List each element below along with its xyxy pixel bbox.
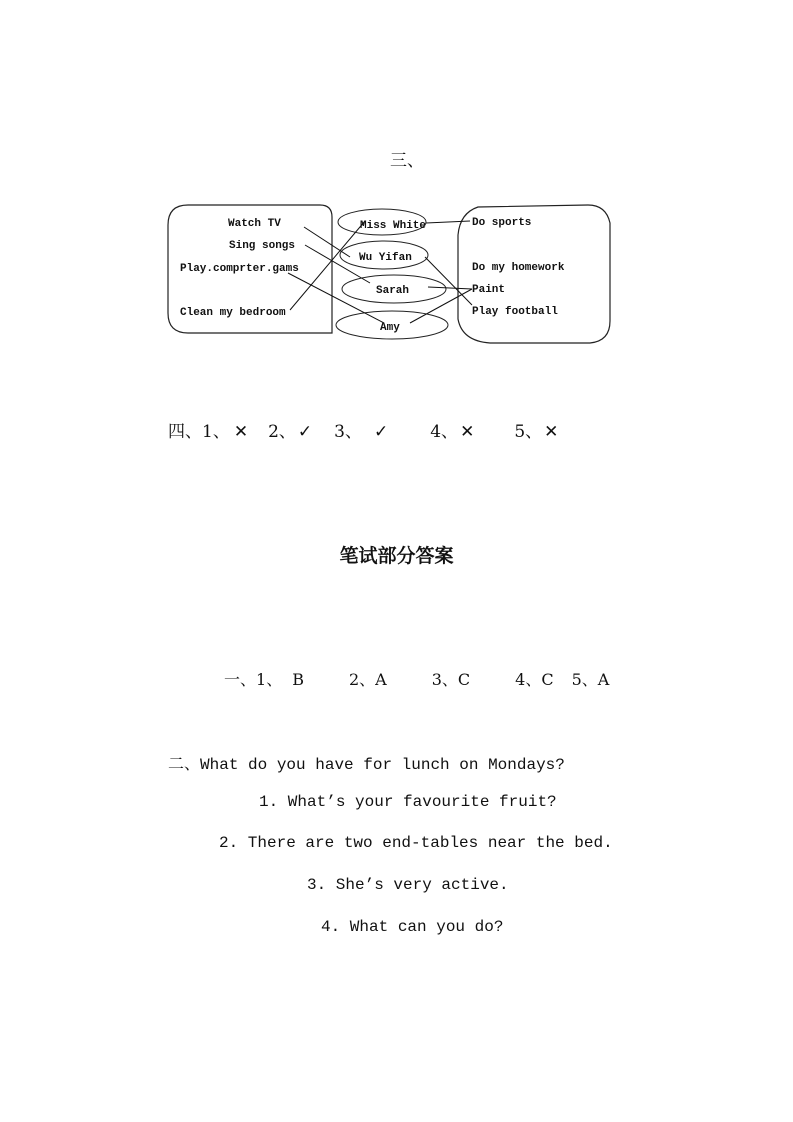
middle-item-amy: Amy [380, 322, 400, 334]
right-item-do-homework: Do my homework [472, 262, 565, 274]
middle-item-wu-yifan: Wu Yifan [359, 252, 412, 264]
section4-prefix: 四、 [168, 422, 202, 442]
answer-letter: B [292, 670, 304, 689]
section2-first-line [168, 751, 565, 774]
right-item-do-sports: Do sports [472, 217, 532, 229]
answer-letter: C [541, 670, 554, 689]
section3-title: 三、 [390, 151, 424, 171]
left-item-sing-songs: Sing songs [229, 240, 296, 252]
answer-num: 3、 [431, 670, 458, 689]
answer-num: 2、 [348, 670, 376, 689]
matching-lines [288, 221, 472, 323]
section2-line-2: 2. There are two end-tables near the bed. [219, 834, 613, 852]
section2-line-1: 1. What’s your favourite fruit? [259, 793, 557, 811]
answer-num: 4、 [515, 670, 542, 689]
left-item-watch-tv: Watch TV [228, 218, 281, 230]
cross-mark: ✕ [460, 422, 475, 442]
section1-answers [224, 667, 609, 690]
check-mark: ✓ [373, 422, 389, 442]
check-mark: ✓ [297, 422, 313, 442]
section4-answers [168, 417, 558, 442]
answer-letter: A [375, 670, 387, 689]
left-item-play-computer: Play.comprter.gams [180, 263, 299, 275]
section2-prefix: 二、 [168, 754, 201, 773]
cross-mark: ✕ [544, 422, 559, 442]
answer-item: 1、 [202, 422, 230, 442]
right-item-paint: Paint [472, 284, 506, 296]
answer-num: 1、 [256, 670, 283, 689]
answer-item: 5、 [514, 422, 543, 442]
answer-letter: A [597, 670, 610, 689]
answer-num: 5、 [571, 670, 598, 689]
section2-line-3: 3. She’s very active. [307, 876, 509, 894]
section2-line-4: 4. What can you do? [321, 918, 504, 936]
right-item-play-football: Play football [472, 306, 558, 318]
matching-diagram [160, 195, 620, 350]
left-item-clean-bedroom: Clean my bedroom [180, 307, 286, 319]
answer-item: 2、 [268, 422, 296, 442]
section2-sentence: What do you have for lunch on Mondays? [200, 756, 565, 774]
middle-item-miss-white: Miss White [360, 220, 427, 232]
answer-item: 3、 [334, 422, 362, 442]
written-section-title: 笔试部分答案 [339, 545, 454, 567]
answer-letter: C [457, 670, 471, 689]
section1-prefix: 一、 [224, 670, 257, 689]
middle-item-sarah: Sarah [376, 285, 410, 297]
cross-mark: ✕ [233, 422, 249, 442]
answer-item: 4、 [430, 422, 459, 442]
